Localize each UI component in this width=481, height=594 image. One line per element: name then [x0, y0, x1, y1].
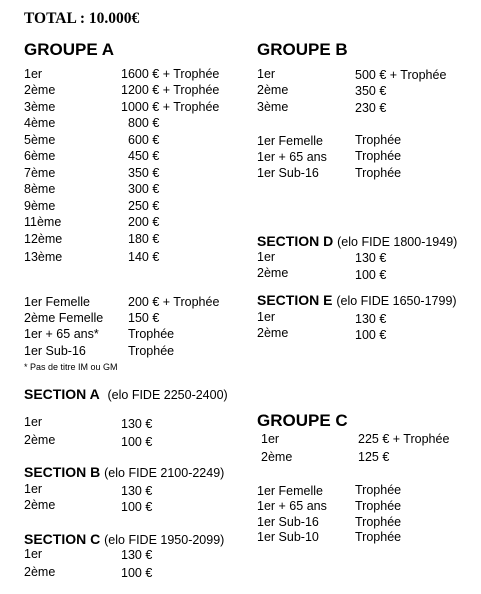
section-a-rank: 1er: [24, 415, 43, 429]
section-a-elo: (elo FIDE 2250-2400): [107, 388, 228, 402]
groupe-a-rank: 11ème: [24, 215, 62, 229]
groupe-b-rank: 1er: [257, 67, 276, 81]
section-c-heading: [24, 531, 224, 547]
groupe-b-rank: 3ème: [257, 100, 289, 114]
groupe-a-rank: 13ème: [24, 250, 63, 264]
groupe-a-rank: 7ème: [24, 166, 56, 180]
groupe-b-prize: 500 € + Trophée: [355, 68, 447, 82]
groupe-c-rank: 1er: [261, 432, 280, 446]
groupe-a-prize: 180 €: [128, 232, 160, 246]
section-b-title: SECTION B: [24, 464, 101, 480]
groupe-a-rank: 1er: [24, 67, 43, 81]
groupe-a-rank: 4ème: [24, 116, 56, 130]
groupe-a-special-rank: 1er + 65 ans*: [24, 327, 99, 341]
groupe-a-rank: 5ème: [24, 133, 56, 147]
section-e-prize: 130 €: [355, 312, 387, 326]
groupe-a-title: GROUPE A: [24, 40, 115, 59]
section-c-rank: 1er: [24, 547, 43, 561]
section-b-heading: [24, 464, 224, 480]
section-e-rank: 2ème: [257, 326, 289, 340]
section-e-elo: (elo FIDE 1650-1799): [336, 294, 457, 308]
section-d-rank: 2ème: [257, 266, 289, 280]
total-amount: TOTAL : 10.000€: [24, 10, 140, 27]
groupe-a-rank: 6ème: [24, 149, 56, 163]
groupe-a-prize: 1200 € + Trophée: [121, 83, 220, 97]
groupe-a-rank: 2ème: [24, 83, 56, 97]
groupe-c-prize: 125 €: [358, 450, 390, 464]
section-a-title: SECTION A: [24, 386, 100, 402]
groupe-a-special-rank: 1er Sub-16: [24, 344, 86, 358]
groupe-a-special-rank: 2ème Femelle: [24, 311, 104, 325]
groupe-a-prize: 1000 € + Trophée: [121, 100, 220, 114]
section-a-heading: [24, 386, 228, 402]
section-a-prize: 100 €: [121, 435, 153, 449]
groupe-a-rank: 9ème: [24, 199, 56, 213]
groupe-c-special-prize: Trophée: [355, 499, 402, 513]
groupe-b-special-rank: 1er Sub-16: [257, 166, 319, 180]
section-d-elo: (elo FIDE 1800-1949): [337, 235, 458, 249]
section-c-prize: 100 €: [121, 566, 153, 580]
groupe-a-prize: 250 €: [128, 199, 160, 213]
groupe-c-special-rank: 1er Sub-10: [257, 530, 319, 544]
groupe-b-special-rank: 1er + 65 ans: [257, 150, 327, 164]
section-d-prize: 130 €: [355, 251, 387, 265]
section-c-rank: 2ème: [24, 565, 56, 579]
groupe-a-prize: 450 €: [128, 149, 160, 163]
groupe-a-rank: 8ème: [24, 182, 56, 196]
groupe-c-special-prize: Trophée: [355, 515, 402, 529]
groupe-b-prize: 230 €: [355, 101, 387, 115]
groupe-a-prize: 140 €: [128, 250, 160, 264]
groupe-a-rank: 3ème: [24, 100, 56, 114]
section-e-rank: 1er: [257, 310, 276, 324]
groupe-b-title: GROUPE B: [257, 40, 348, 59]
groupe-c-title: GROUPE C: [257, 411, 348, 430]
groupe-a-special-prize: Trophée: [128, 327, 175, 341]
groupe-a-prize: 200 €: [128, 215, 160, 229]
groupe-a-footnote: * Pas de titre IM ou GM: [24, 362, 118, 372]
section-e-title: SECTION E: [257, 292, 333, 308]
groupe-a-rank: 12ème: [24, 232, 63, 246]
section-b-rank: 1er: [24, 482, 43, 496]
section-c-prize: 130 €: [121, 548, 153, 562]
section-b-rank: 2ème: [24, 498, 56, 512]
groupe-c-special-prize: Trophée: [355, 530, 402, 544]
groupe-a-special-prize: 200 € + Trophée: [128, 295, 220, 309]
groupe-c-special-rank: 1er Sub-16: [257, 515, 319, 529]
section-e-heading: [257, 292, 457, 308]
section-d-prize: 100 €: [355, 268, 387, 282]
groupe-c-special-rank: 1er + 65 ans: [257, 499, 327, 513]
section-b-elo: (elo FIDE 2100-2249): [104, 466, 225, 480]
section-c-elo: (elo FIDE 1950-2099): [104, 533, 225, 547]
section-d-rank: 1er: [257, 250, 276, 264]
groupe-c-special-rank: 1er Femelle: [257, 484, 323, 498]
groupe-a-special-rank: 1er Femelle: [24, 295, 90, 309]
groupe-b-prize: 350 €: [355, 84, 387, 98]
section-d-title: SECTION D: [257, 233, 334, 249]
groupe-a-prize: 600 €: [128, 133, 160, 147]
groupe-b-special-prize: Trophée: [355, 133, 402, 147]
groupe-c-prize: 225 € + Trophée: [358, 432, 450, 446]
section-a-prize: 130 €: [121, 417, 153, 431]
groupe-a-prize: 1600 € + Trophée: [121, 67, 220, 81]
groupe-a-prize: 300 €: [128, 182, 160, 196]
groupe-c-special-prize: Trophée: [355, 483, 402, 497]
section-b-prize: 130 €: [121, 484, 153, 498]
groupe-a-special-prize: Trophée: [128, 344, 175, 358]
section-b-prize: 100 €: [121, 500, 153, 514]
section-e-prize: 100 €: [355, 328, 387, 342]
section-c-title: SECTION C: [24, 531, 101, 547]
groupe-b-special-rank: 1er Femelle: [257, 134, 323, 148]
groupe-b-special-prize: Trophée: [355, 166, 402, 180]
groupe-a-prize: 800 €: [128, 116, 160, 130]
groupe-b-special-prize: Trophée: [355, 149, 402, 163]
section-a-rank: 2ème: [24, 433, 56, 447]
groupe-a-prize: 350 €: [128, 166, 160, 180]
groupe-b-rank: 2ème: [257, 83, 289, 97]
section-d-heading: [257, 233, 457, 249]
groupe-c-rank: 2ème: [261, 450, 293, 464]
groupe-a-special-prize: 150 €: [128, 311, 160, 325]
